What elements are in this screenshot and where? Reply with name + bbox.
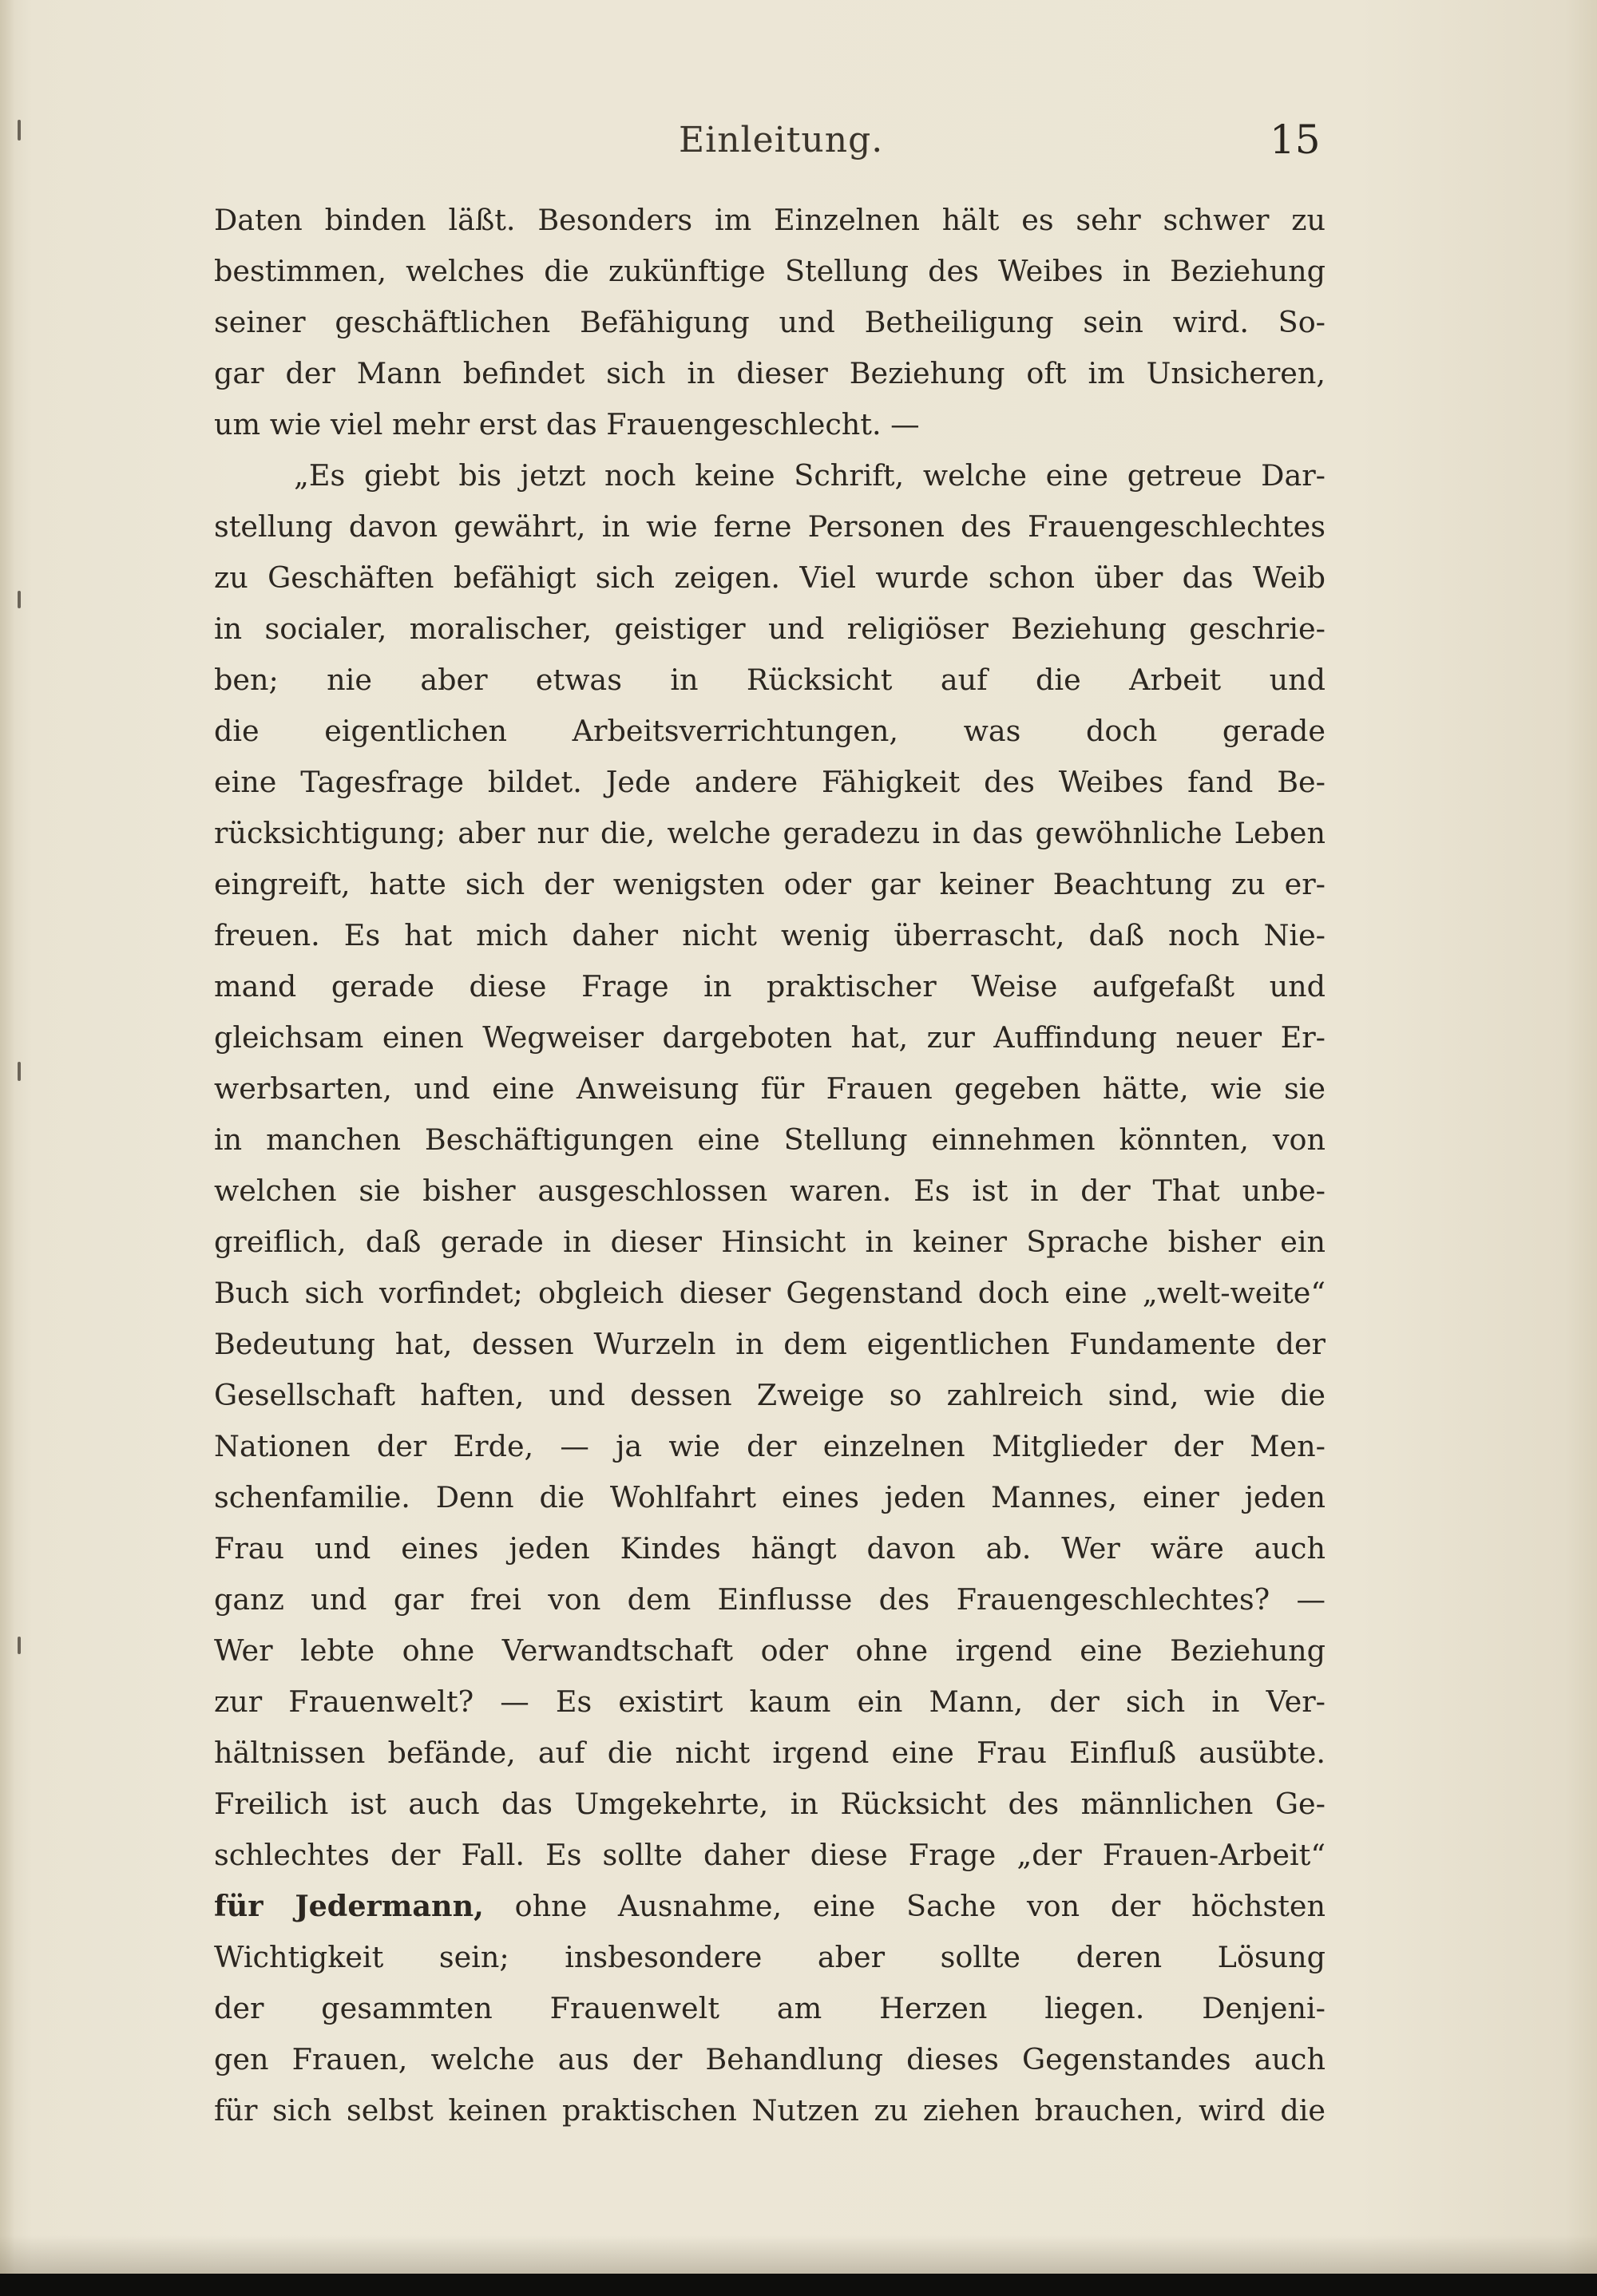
text-line: schenfamilie. Denn die Wohlfahrt eines jeden Mannes, einer jeden: [214, 1480, 1326, 1514]
text-line: gleichsam einen Wegweiser dargeboten hat, zur Auffindung neuer Er-: [214, 1020, 1326, 1055]
text-line: der gesammten Frauenwelt am Herzen liegen. Denjeni-: [214, 1991, 1326, 2025]
line-remainder: ohne Ausnahme, eine Sache von der höchsten: [483, 1889, 1326, 1923]
margin-mark: [18, 591, 21, 608]
text-line: eingreift, hatte sich der wenigsten oder gar keiner Beachtung zu er-: [214, 867, 1326, 901]
text-line: mand gerade diese Frage in praktischer Weise aufgefaßt und: [214, 969, 1326, 1004]
text-line: Freilich ist auch das Umgekehrte, in Rücksicht des männlichen Ge-: [214, 1787, 1326, 1821]
page-header: [0, 117, 1597, 168]
page-bottom-shadow: [0, 2235, 1597, 2274]
text-line: Buch sich vorfindet; obgleich dieser Gegenstand doch eine „welt-weite“: [214, 1276, 1326, 1310]
text-line: Frau und eines jeden Kindes hängt davon ab. Wer wäre auch: [214, 1531, 1326, 1566]
text-line: für sich selbst keinen praktischen Nutzen zu ziehen brauchen, wird die: [214, 2093, 1326, 2128]
text-line: ben; nie aber etwas in Rücksicht auf die Arbeit und: [214, 663, 1326, 697]
text-line: in manchen Beschäftigungen eine Stellung einnehmen könnten, von: [214, 1122, 1326, 1157]
text-line-emphasis: [214, 1881, 1326, 1932]
text-line: „Es giebt bis jetzt noch keine Schrift, welche eine getreue Dar-: [294, 458, 1326, 493]
text-line: Wichtigkeit sein; insbesondere aber sollte deren Lösung: [214, 1940, 1326, 1974]
text-line: Bedeutung hat, dessen Wurzeln in dem eigentlichen Fundamente der: [214, 1327, 1326, 1361]
text-line: welchen sie bisher ausgeschlossen waren. Es ist in der That unbe-: [214, 1174, 1326, 1208]
text-line: um wie viel mehr erst das Frauengeschlecht. —: [214, 407, 920, 441]
text-line: seiner geschäftlichen Befähigung und Betheiligung sein wird. So-: [214, 305, 1326, 339]
text-line: stellung davon gewährt, in wie ferne Personen des Frauengeschlechtes: [214, 509, 1326, 544]
bold-phrase: für Jedermann,: [214, 1889, 484, 1923]
text-line: in socialer, moralischer, geistiger und religiöser Beziehung geschrie-: [214, 612, 1326, 646]
text-line: greiflich, daß gerade in dieser Hinsicht in keiner Sprache bisher ein: [214, 1225, 1326, 1259]
text-line: freuen. Es hat mich daher nicht wenig überrascht, daß noch Nie-: [214, 918, 1326, 952]
text-line: schlechtes der Fall. Es sollte daher diese Frage „der Frauen-Arbeit“: [214, 1838, 1326, 1872]
text-line: Wer lebte ohne Verwandtschaft oder ohne irgend eine Beziehung: [214, 1633, 1326, 1668]
text-line: ganz und gar frei von dem Einflusse des Frauengeschlechtes? —: [214, 1582, 1326, 1617]
text-line: die eigentlichen Arbeitsverrichtungen, was doch gerade: [214, 714, 1326, 748]
text-line: hältnissen befände, auf die nicht irgend eine Frau Einfluß ausübte.: [214, 1736, 1326, 1770]
text-line: gar der Mann befindet sich in dieser Beziehung oft im Unsicheren,: [214, 356, 1326, 390]
running-head: Einleitung.: [679, 120, 884, 160]
margin-mark: [18, 1062, 21, 1081]
text-line: werbsarten, und eine Anweisung für Frauen gegeben hätte, wie sie: [214, 1071, 1326, 1106]
page-number: 15: [1270, 117, 1321, 163]
text-line: Gesellschaft haften, und dessen Zweige so zahlreich sind, wie die: [214, 1378, 1326, 1412]
scan-bottom-edge: [0, 2274, 1597, 2296]
text-line: bestimmen, welches die zukünftige Stellung des Weibes in Beziehung: [214, 254, 1326, 288]
text-line: zur Frauenwelt? — Es existirt kaum ein Mann, der sich in Ver-: [214, 1684, 1326, 1719]
text-line: gen Frauen, welche aus der Behandlung dieses Gegenstandes auch: [214, 2042, 1326, 2076]
text-line: zu Geschäften befähigt sich zeigen. Viel wurde schon über das Weib: [214, 560, 1326, 595]
text-line: Nationen der Erde, — ja wie der einzelnen Mitglieder der Men-: [214, 1429, 1326, 1463]
text-line: eine Tagesfrage bildet. Jede andere Fähigkeit des Weibes fand Be-: [214, 765, 1326, 799]
page-left-edge: [0, 0, 14, 2296]
margin-mark: [18, 1637, 21, 1654]
body-text: [214, 195, 1326, 2136]
text-line: Daten binden läßt. Besonders im Einzelnen hält es sehr schwer zu: [214, 203, 1326, 237]
text-line: rücksichtigung; aber nur die, welche geradezu in das gewöhnliche Leben: [214, 816, 1326, 850]
